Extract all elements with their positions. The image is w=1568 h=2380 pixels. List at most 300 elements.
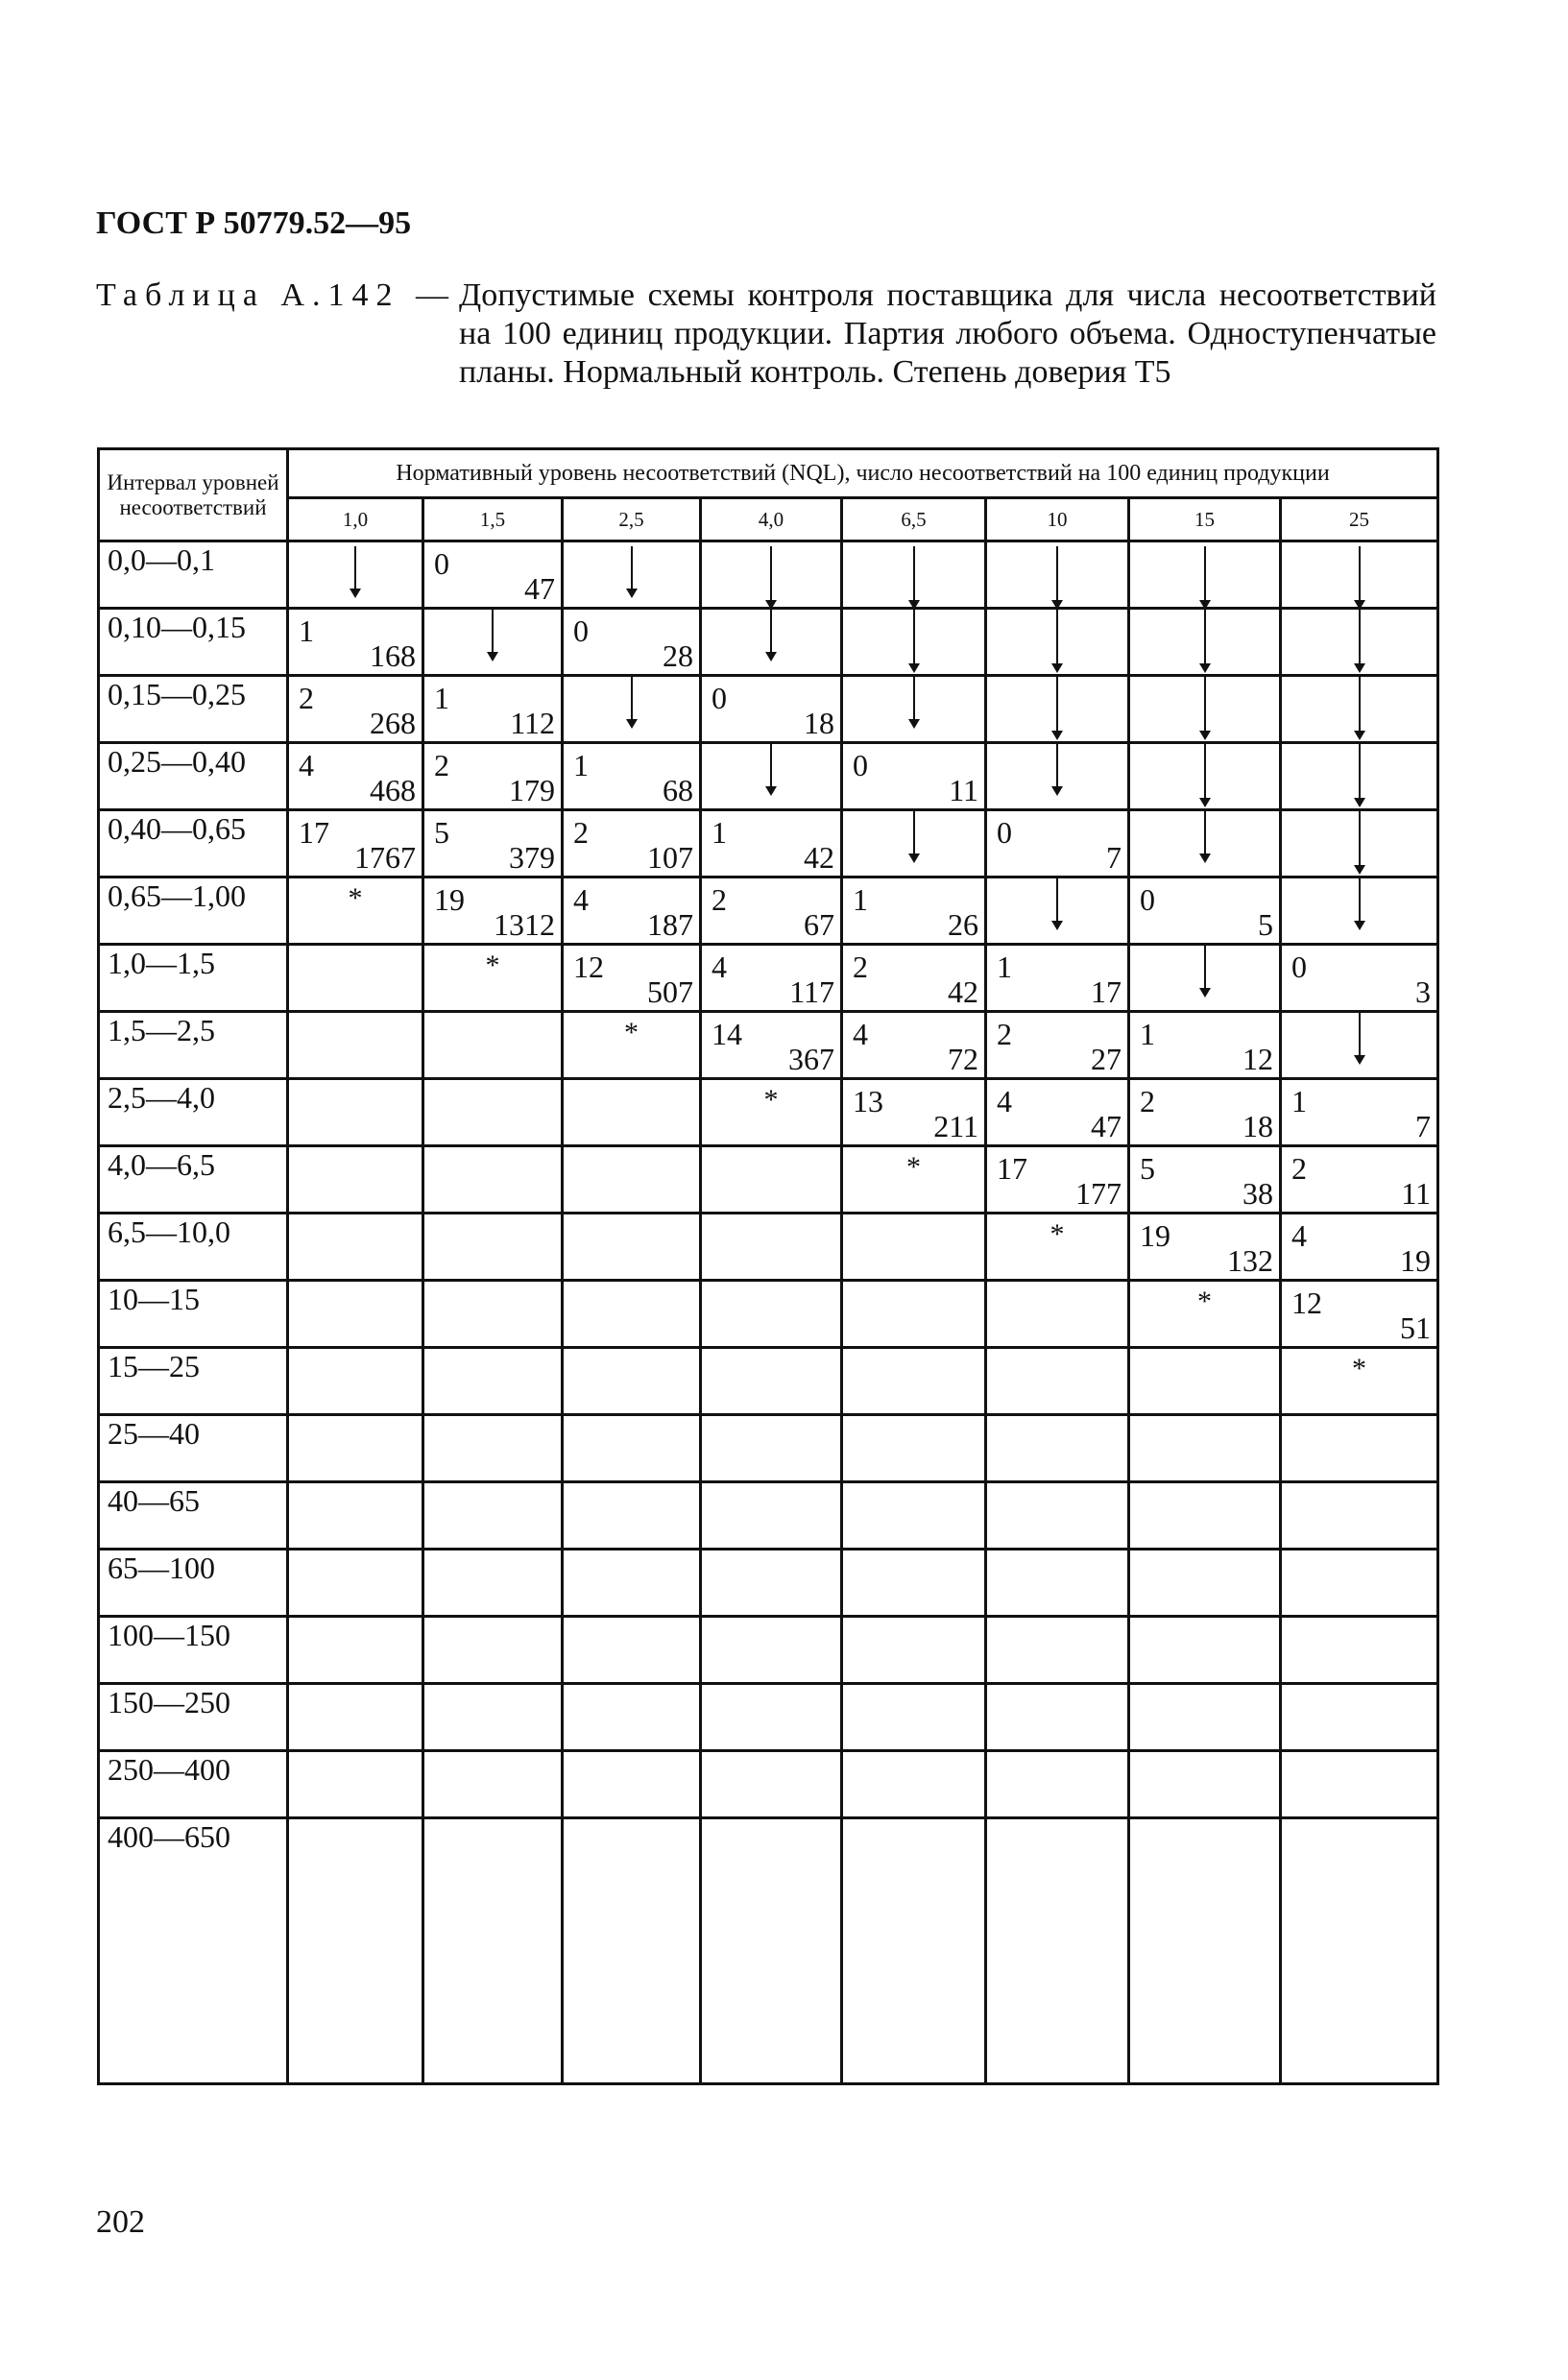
table-cell <box>986 1550 1129 1617</box>
column-header-nql: 10 <box>986 498 1129 541</box>
table-cell <box>563 1550 701 1617</box>
table-cell <box>701 1348 842 1415</box>
acceptance-number: 1 <box>997 950 1012 984</box>
table-row <box>99 810 1438 877</box>
table-row <box>99 541 1438 609</box>
table-cell <box>1129 1617 1281 1684</box>
sample-size: 72 <box>948 1042 978 1076</box>
acceptance-number: 12 <box>1291 1286 1322 1320</box>
table-cell <box>1281 1818 1438 2084</box>
interval-label: 0,15—0,25 <box>99 676 288 743</box>
acceptance-number: 0 <box>1140 882 1155 917</box>
table-cell <box>563 1079 701 1146</box>
table-cell <box>986 1482 1129 1550</box>
table-cell <box>1281 1617 1438 1684</box>
table-cell <box>563 1146 701 1214</box>
down-arrow-icon <box>770 546 772 608</box>
acceptance-number: 2 <box>853 950 868 984</box>
table-cell <box>1281 1281 1438 1348</box>
table-cell <box>842 1482 986 1550</box>
table-cell <box>701 810 842 877</box>
table-cell <box>288 541 423 609</box>
table-cell <box>288 1012 423 1079</box>
down-arrow-icon <box>631 546 633 596</box>
acceptance-number: 0 <box>997 815 1012 850</box>
table-cell <box>842 1415 986 1482</box>
nql-header: Нормативный уровень несоответствий (NQL), число несоответствий на 100 единиц продукции <box>288 449 1438 498</box>
sample-size: 17 <box>1091 974 1122 1009</box>
table-cell <box>1281 1550 1438 1617</box>
acceptance-number: 4 <box>1291 1218 1307 1253</box>
table-cell <box>423 1684 563 1751</box>
sample-size: 38 <box>1242 1176 1273 1211</box>
interval-label: 400—650 <box>99 1818 288 2084</box>
interval-label: 1,5—2,5 <box>99 1012 288 1079</box>
table-cell <box>288 609 423 676</box>
table-row <box>99 1684 1438 1751</box>
table-cell <box>842 1751 986 1818</box>
sample-size: 47 <box>1091 1109 1122 1143</box>
acceptance-number: 1 <box>299 613 314 648</box>
sample-size: 28 <box>663 638 693 673</box>
table-cell <box>423 743 563 810</box>
acceptance-number: 0 <box>1291 950 1307 984</box>
table-cell <box>1281 1012 1438 1079</box>
caption-text: Допустимые схемы контроля поставщика для числа несоответствий на 100 единиц продукции. Партия любого объема. Одноступенчатые планы. Нормальный контроль. Степень доверия Т5 <box>459 277 1436 390</box>
table-row <box>99 1348 1438 1415</box>
star-mark: * <box>485 950 500 981</box>
table-cell <box>423 676 563 743</box>
table-cell <box>288 1079 423 1146</box>
down-arrow-icon <box>1204 610 1206 671</box>
table-cell <box>986 1281 1129 1348</box>
sample-size: 268 <box>370 706 416 740</box>
table-cell <box>986 676 1129 743</box>
interval-label: 0,0—0,1 <box>99 541 288 609</box>
table-row <box>99 1415 1438 1482</box>
interval-label: 0,65—1,00 <box>99 877 288 945</box>
sample-size: 51 <box>1400 1310 1431 1345</box>
table-cell <box>701 676 842 743</box>
table-cell <box>842 743 986 810</box>
table-cell <box>1129 945 1281 1012</box>
acceptance-number: 4 <box>573 882 589 917</box>
table-row <box>99 1482 1438 1550</box>
table-cell <box>701 1012 842 1079</box>
table-cell <box>986 1214 1129 1281</box>
table-cell <box>423 1751 563 1818</box>
sample-size: 1767 <box>354 840 416 875</box>
interval-label: 1,0—1,5 <box>99 945 288 1012</box>
acceptance-number: 1 <box>712 815 727 850</box>
sample-size: 177 <box>1075 1176 1122 1211</box>
sample-size: 468 <box>370 773 416 807</box>
sample-size: 179 <box>509 773 555 807</box>
table-cell <box>288 1281 423 1348</box>
table-cell <box>1129 609 1281 676</box>
table-cell <box>563 609 701 676</box>
acceptance-number: 4 <box>712 950 727 984</box>
table-cell <box>986 1079 1129 1146</box>
table-body <box>99 449 1438 2084</box>
table-cell <box>701 1751 842 1818</box>
table-cell <box>563 1214 701 1281</box>
column-header-nql: 6,5 <box>842 498 986 541</box>
acceptance-number: 2 <box>573 815 589 850</box>
table-row <box>99 1818 1438 2084</box>
table-cell <box>423 1550 563 1617</box>
sample-size: 1312 <box>494 907 555 942</box>
table-row <box>99 1617 1438 1684</box>
sample-size: 11 <box>1401 1176 1431 1211</box>
down-arrow-icon <box>1056 610 1058 671</box>
table-cell <box>1129 1146 1281 1214</box>
table-cell <box>288 945 423 1012</box>
column-header-nql: 15 <box>1129 498 1281 541</box>
sample-size: 112 <box>510 706 555 740</box>
sample-size: 11 <box>949 773 978 807</box>
table-cell <box>288 743 423 810</box>
sample-size: 19 <box>1400 1243 1431 1278</box>
table-cell <box>563 945 701 1012</box>
table-cell <box>1281 1684 1438 1751</box>
interval-label: 0,25—0,40 <box>99 743 288 810</box>
table-cell <box>1129 810 1281 877</box>
table-cell <box>1281 1079 1438 1146</box>
table-row <box>99 676 1438 743</box>
acceptance-number: 4 <box>853 1017 868 1051</box>
table-cell <box>288 1482 423 1550</box>
table-cell <box>986 1818 1129 2084</box>
table-cell <box>1129 1214 1281 1281</box>
table-cell <box>288 1617 423 1684</box>
table-cell <box>986 1415 1129 1482</box>
acceptance-number: 17 <box>299 815 329 850</box>
table-cell <box>423 1079 563 1146</box>
interval-label: 6,5—10,0 <box>99 1214 288 1281</box>
table-cell <box>423 1348 563 1415</box>
sample-size: 187 <box>647 907 693 942</box>
table-cell <box>288 1146 423 1214</box>
down-arrow-icon <box>1056 546 1058 608</box>
table-row <box>99 877 1438 945</box>
table-cell <box>701 743 842 810</box>
acceptance-number: 4 <box>299 748 314 782</box>
sample-size: 168 <box>370 638 416 673</box>
table-cell <box>563 1348 701 1415</box>
table-cell <box>563 1415 701 1482</box>
down-arrow-icon <box>1359 677 1361 738</box>
table-row <box>99 743 1438 810</box>
down-arrow-icon <box>1204 811 1206 861</box>
table-cell <box>563 541 701 609</box>
table-cell <box>1129 1818 1281 2084</box>
sample-size: 18 <box>804 706 834 740</box>
acceptance-number: 5 <box>1140 1151 1155 1186</box>
acceptance-number: 13 <box>853 1084 883 1118</box>
table-cell <box>563 1818 701 2084</box>
interval-label: 2,5—4,0 <box>99 1079 288 1146</box>
table-cell <box>701 1415 842 1482</box>
table-row <box>99 945 1438 1012</box>
table-cell <box>563 877 701 945</box>
acceptance-number: 1 <box>434 681 449 715</box>
table-cell <box>288 1684 423 1751</box>
acceptance-number: 1 <box>573 748 589 782</box>
table-cell <box>986 945 1129 1012</box>
column-header-nql: 1,0 <box>288 498 423 541</box>
down-arrow-icon <box>1359 610 1361 671</box>
table-cell <box>986 743 1129 810</box>
table-cell <box>701 877 842 945</box>
table-row <box>99 1146 1438 1214</box>
table-cell <box>986 1012 1129 1079</box>
table-cell <box>1129 1482 1281 1550</box>
table-cell <box>1281 1482 1438 1550</box>
table-cell <box>1281 676 1438 743</box>
interval-label: 250—400 <box>99 1751 288 1818</box>
table-cell <box>1129 1415 1281 1482</box>
table-row <box>99 1214 1438 1281</box>
table-cell <box>842 1617 986 1684</box>
page-number: 202 <box>96 2204 145 2240</box>
acceptance-number: 2 <box>299 681 314 715</box>
table-cell <box>842 1281 986 1348</box>
table-cell <box>986 1146 1129 1214</box>
star-mark: * <box>624 1017 639 1048</box>
star-mark: * <box>1197 1286 1212 1317</box>
table-cell <box>986 1684 1129 1751</box>
table-cell <box>701 1818 842 2084</box>
table-cell <box>986 1751 1129 1818</box>
table-cell <box>701 1079 842 1146</box>
table-row <box>99 1550 1438 1617</box>
table-cell <box>563 1012 701 1079</box>
table-cell <box>288 1348 423 1415</box>
table-cell <box>1281 810 1438 877</box>
acceptance-number: 0 <box>573 613 589 648</box>
table-row <box>99 1281 1438 1348</box>
acceptance-number: 0 <box>712 681 727 715</box>
table-cell <box>842 1012 986 1079</box>
down-arrow-icon <box>770 610 772 660</box>
interval-label: 0,10—0,15 <box>99 609 288 676</box>
table-cell <box>1129 1751 1281 1818</box>
down-arrow-icon <box>1204 546 1206 608</box>
sample-size: 42 <box>804 840 834 875</box>
table-cell <box>288 676 423 743</box>
acceptance-table <box>97 447 1439 2085</box>
down-arrow-icon <box>492 610 494 660</box>
column-header-nql: 2,5 <box>563 498 701 541</box>
table-cell <box>842 810 986 877</box>
sample-size: 117 <box>789 974 834 1009</box>
table-cell <box>563 743 701 810</box>
table-cell <box>986 810 1129 877</box>
sample-size: 132 <box>1227 1243 1273 1278</box>
sample-size: 42 <box>948 974 978 1009</box>
table-cell <box>842 1684 986 1751</box>
table-cell <box>842 1818 986 2084</box>
table-cell <box>842 676 986 743</box>
down-arrow-icon <box>1056 677 1058 738</box>
table-cell <box>423 1214 563 1281</box>
table-cell <box>423 1281 563 1348</box>
star-mark: * <box>1049 1218 1065 1250</box>
table-cell <box>701 945 842 1012</box>
sample-size: 26 <box>948 907 978 942</box>
table-cell <box>423 609 563 676</box>
table-cell <box>563 1617 701 1684</box>
sample-size: 379 <box>509 840 555 875</box>
acceptance-number: 1 <box>1291 1084 1307 1118</box>
sample-size: 367 <box>788 1042 834 1076</box>
star-mark: * <box>763 1084 779 1116</box>
table-cell <box>701 1617 842 1684</box>
table-cell <box>423 1146 563 1214</box>
interval-label: 15—25 <box>99 1348 288 1415</box>
sample-size: 507 <box>647 974 693 1009</box>
table-cell <box>842 1079 986 1146</box>
sample-size: 107 <box>647 840 693 875</box>
acceptance-number: 2 <box>712 882 727 917</box>
table-cell <box>423 1818 563 2084</box>
caption-label: Таблица А.142 — <box>96 277 456 313</box>
table-cell <box>1281 1751 1438 1818</box>
star-mark: * <box>1352 1353 1366 1384</box>
star-mark: * <box>906 1151 921 1183</box>
acceptance-number: 0 <box>853 748 868 782</box>
down-arrow-icon <box>1359 811 1361 873</box>
table-cell <box>1281 877 1438 945</box>
interval-label: 0,40—0,65 <box>99 810 288 877</box>
down-arrow-icon <box>913 677 915 727</box>
table-cell <box>986 541 1129 609</box>
acceptance-number: 4 <box>997 1084 1012 1118</box>
acceptance-number: 2 <box>997 1017 1012 1051</box>
interval-label: 10—15 <box>99 1281 288 1348</box>
table-cell <box>1281 1348 1438 1415</box>
acceptance-number: 2 <box>434 748 449 782</box>
table-row <box>99 1012 1438 1079</box>
down-arrow-icon <box>1056 744 1058 794</box>
table-cell <box>288 1550 423 1617</box>
table-cell <box>288 1751 423 1818</box>
table-cell <box>701 541 842 609</box>
down-arrow-icon <box>631 677 633 727</box>
interval-label: 40—65 <box>99 1482 288 1550</box>
down-arrow-icon <box>1359 878 1361 928</box>
table-cell <box>1129 1348 1281 1415</box>
down-arrow-icon <box>1204 946 1206 996</box>
table-cell <box>986 1348 1129 1415</box>
table-cell <box>423 877 563 945</box>
table-cell <box>701 1281 842 1348</box>
sample-size: 68 <box>663 773 693 807</box>
table-cell <box>842 541 986 609</box>
table-cell <box>701 1482 842 1550</box>
acceptance-number: 0 <box>434 546 449 581</box>
sample-size: 27 <box>1091 1042 1122 1076</box>
column-header-nql: 25 <box>1281 498 1438 541</box>
table-cell <box>1281 609 1438 676</box>
table-cell <box>1281 945 1438 1012</box>
acceptance-number: 19 <box>434 882 465 917</box>
table-cell <box>1281 1146 1438 1214</box>
table-cell <box>986 1617 1129 1684</box>
table-cell <box>842 1348 986 1415</box>
table-cell <box>563 1482 701 1550</box>
down-arrow-icon <box>1204 744 1206 805</box>
table-cell <box>1129 1012 1281 1079</box>
sample-size: 3 <box>1415 974 1431 1009</box>
down-arrow-icon <box>1359 1013 1361 1063</box>
table-cell <box>842 609 986 676</box>
table-cell <box>423 810 563 877</box>
table-cell <box>423 945 563 1012</box>
table-cell <box>563 676 701 743</box>
table-cell <box>842 1214 986 1281</box>
sample-size: 67 <box>804 907 834 942</box>
table-cell <box>1129 541 1281 609</box>
table-cell <box>563 1751 701 1818</box>
interval-header: Интервал уровней несоответствий <box>99 449 288 541</box>
table-cell <box>701 1550 842 1617</box>
table-cell <box>1129 743 1281 810</box>
table-row <box>99 1751 1438 1818</box>
down-arrow-icon <box>913 811 915 861</box>
down-arrow-icon <box>1359 546 1361 608</box>
table-cell <box>701 1684 842 1751</box>
acceptance-number: 2 <box>1140 1084 1155 1118</box>
sample-size: 47 <box>524 571 555 606</box>
table-cell <box>842 1146 986 1214</box>
table-row <box>99 1079 1438 1146</box>
sample-size: 5 <box>1258 907 1273 942</box>
table-cell <box>1129 1684 1281 1751</box>
interval-label: 25—40 <box>99 1415 288 1482</box>
down-arrow-icon <box>913 610 915 671</box>
table-cell <box>423 1012 563 1079</box>
down-arrow-icon <box>1204 677 1206 738</box>
sample-size: 7 <box>1415 1109 1431 1143</box>
table-cell <box>1129 676 1281 743</box>
column-header-row <box>99 498 1438 541</box>
table-cell <box>986 877 1129 945</box>
header-row <box>99 449 1438 498</box>
table-cell <box>842 1550 986 1617</box>
table-cell <box>288 1818 423 2084</box>
down-arrow-icon <box>770 744 772 794</box>
acceptance-number: 5 <box>434 815 449 850</box>
down-arrow-icon <box>354 546 356 596</box>
table-cell <box>288 810 423 877</box>
table-cell <box>1281 541 1438 609</box>
table-cell <box>563 810 701 877</box>
table-cell <box>288 1214 423 1281</box>
sample-size: 7 <box>1106 840 1122 875</box>
down-arrow-icon <box>1056 878 1058 928</box>
table-cell <box>842 877 986 945</box>
interval-label: 4,0—6,5 <box>99 1146 288 1214</box>
table-cell <box>842 945 986 1012</box>
down-arrow-icon <box>913 546 915 608</box>
down-arrow-icon <box>1359 744 1361 805</box>
table-cell <box>288 877 423 945</box>
table-cell <box>1129 1281 1281 1348</box>
acceptance-number: 17 <box>997 1151 1027 1186</box>
table-cell <box>563 1281 701 1348</box>
